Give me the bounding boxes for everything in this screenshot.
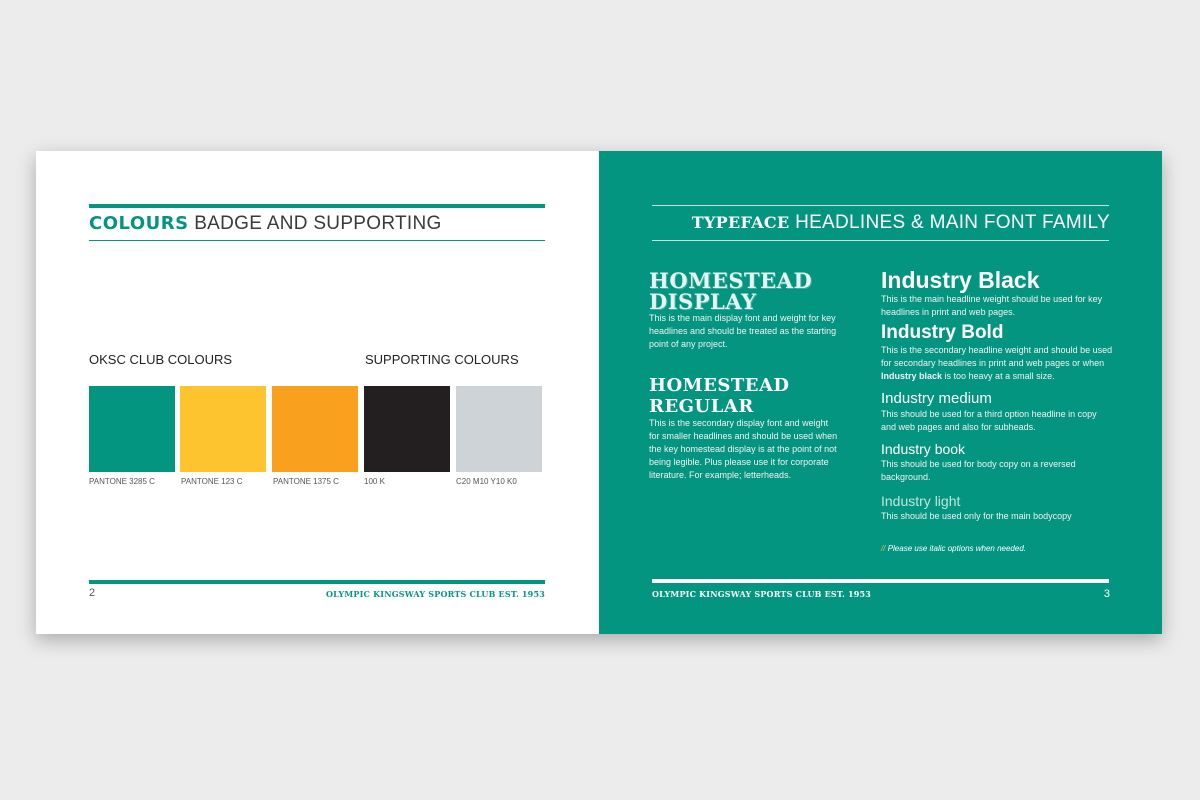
industry-medium-desc: This should be used for a third option headline in copy and web pages and also for subheads. xyxy=(881,409,1097,432)
desc-text: This is the secondary headline weight and should be used for secondary headlines in print and web pages or when xyxy=(881,345,1113,368)
swatch-pantone-3285 xyxy=(89,386,175,472)
industry-light-name: Industry light xyxy=(881,493,961,509)
right-title-strong: TYPEFACE xyxy=(691,213,790,232)
desc-text: is too heavy at a small size. xyxy=(942,371,1055,381)
industry-bold-block xyxy=(881,322,1113,383)
desc-strong: Industry black xyxy=(881,371,943,381)
industry-book-block xyxy=(881,441,1113,484)
footer-club-name: OLYMPIC KINGSWAY SPORTS CLUB EST. 1953 xyxy=(652,589,872,599)
swatch-100k xyxy=(364,386,450,472)
footer-rule xyxy=(652,579,1109,583)
industry-bold-name: Industry Bold xyxy=(881,322,1004,343)
swatch-label: C20 M10 Y10 K0 xyxy=(456,477,517,486)
font-name-line: HOMESTEAD xyxy=(649,375,790,396)
italic-note xyxy=(881,544,1026,553)
left-title-strong: COLOURS xyxy=(89,213,189,234)
industry-medium-block xyxy=(881,390,1113,434)
left-page-title xyxy=(89,213,442,235)
right-page xyxy=(599,151,1162,634)
industry-medium-name: Industry medium xyxy=(881,390,992,407)
homestead-regular-block xyxy=(649,375,839,482)
homestead-regular-desc: This is the secondary display font and weight for smaller headlines and should be used when the key homestead display is at the point of not being legible. Plus please use it for corporate literature. For example; letterheads. xyxy=(649,418,838,480)
industry-light-block xyxy=(881,493,1113,523)
homestead-display-name xyxy=(649,270,839,312)
industry-bold-desc xyxy=(881,344,1113,383)
industry-book-name: Industry book xyxy=(881,441,966,457)
header-rule-thin xyxy=(89,240,545,241)
font-name-line: REGULAR xyxy=(649,396,754,417)
note-slash: // xyxy=(881,544,886,553)
swatch-label: PANTONE 1375 C xyxy=(273,477,339,486)
industry-light-desc: This should be used only for the main bodycopy xyxy=(881,511,1072,521)
footer-rule xyxy=(89,580,545,584)
right-page-title xyxy=(692,212,1110,234)
page-number: 2 xyxy=(89,587,96,599)
industry-black-block xyxy=(881,267,1113,319)
supporting-colours-label: SUPPORTING COLOURS xyxy=(365,352,519,367)
font-name-line: HOMESTEAD xyxy=(649,268,813,293)
note-text: Please use italic options when needed. xyxy=(887,544,1027,553)
footer-club-name: OLYMPIC KINGSWAY SPORTS CLUB EST. 1953 xyxy=(325,589,545,599)
right-title-light: HEADLINES & MAIN FONT FAMILY xyxy=(795,212,1110,233)
header-rule-top xyxy=(652,205,1109,206)
swatch-label: PANTONE 3285 C xyxy=(89,477,155,486)
homestead-display-block xyxy=(649,270,839,351)
brochure-spread xyxy=(36,151,1162,634)
homestead-display-desc: This is the main display font and weight for key headlines and should be treated as the starting point of any project. xyxy=(649,313,837,349)
header-rule-bottom xyxy=(652,240,1109,241)
swatch-label: PANTONE 123 C xyxy=(181,477,243,486)
swatch-pantone-1375 xyxy=(272,386,358,472)
header-rule-thick xyxy=(89,204,545,208)
swatch-pantone-123 xyxy=(180,386,266,472)
left-title-light: BADGE AND SUPPORTING xyxy=(194,213,442,234)
font-name-line: DISPLAY xyxy=(649,289,757,314)
homestead-regular-name xyxy=(649,375,839,417)
industry-black-name: Industry Black xyxy=(881,267,1040,293)
club-colours-label: OKSC CLUB COLOURS xyxy=(89,352,233,367)
left-page xyxy=(36,151,599,634)
page-number: 3 xyxy=(1103,588,1110,600)
industry-black-desc: This is the main headline weight should be used for key headlines in print and web pages. xyxy=(881,294,1103,317)
swatch-label: 100 K xyxy=(364,477,385,486)
swatch-c20m10y10k0 xyxy=(456,386,542,472)
industry-book-desc: This should be used for body copy on a reversed background. xyxy=(881,459,1076,482)
